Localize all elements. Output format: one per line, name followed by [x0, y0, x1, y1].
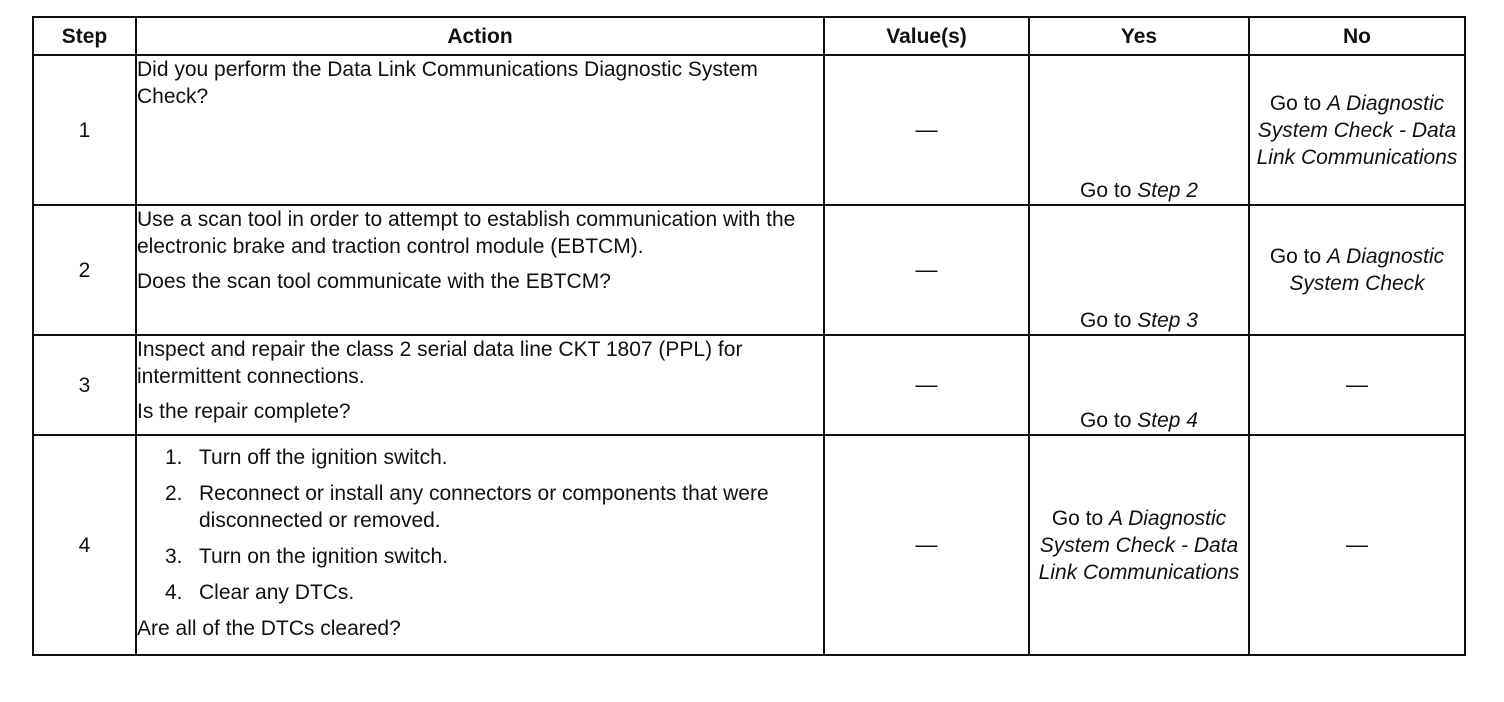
action-cell — [136, 435, 824, 655]
yes-prefix: Go to — [1080, 179, 1138, 202]
action-cell — [136, 55, 824, 205]
list-item — [165, 579, 823, 606]
yes-prefix: Go to — [1080, 409, 1138, 432]
value-cell — [824, 205, 1029, 335]
value-dash: — — [915, 532, 938, 557]
yes-cell — [1029, 335, 1249, 435]
action-question: Are all of the DTCs cleared? — [137, 617, 401, 640]
yes-cell — [1029, 55, 1249, 205]
yes-cell — [1029, 435, 1249, 655]
table-header-row — [33, 17, 1465, 55]
no-dash: — — [1346, 372, 1368, 397]
step-number: 2 — [33, 205, 136, 335]
action-text: Use a scan tool in order to attempt to establish communication with the electronic brake and traction control module (EBTCM). — [137, 208, 796, 258]
yes-cell — [1029, 205, 1249, 335]
header-step: Step — [33, 17, 136, 55]
list-item-text: Turn off the ignition switch. — [199, 446, 448, 469]
list-item — [165, 543, 823, 570]
step-number: 1 — [33, 55, 136, 205]
step-number: 3 — [33, 335, 136, 435]
value-dash: — — [915, 257, 938, 282]
value-dash: — — [915, 372, 938, 397]
action-text: Did you perform the Data Link Communications Diagnostic System Check? — [137, 58, 758, 108]
no-link-diagnostic-check[interactable]: A Diagnostic System Check — [1289, 245, 1445, 295]
list-item-text: Turn on the ignition switch. — [199, 545, 449, 568]
yes-link-step-4[interactable]: Step 4 — [1137, 409, 1198, 432]
yes-link-step-2[interactable]: Step 2 — [1137, 179, 1198, 202]
yes-link-diagnostic-check-data-link[interactable]: A Diagnostic System Check - Data Link Communications — [1038, 506, 1240, 584]
value-cell — [824, 335, 1029, 435]
action-question: Does the scan tool communicate with the EBTCM? — [137, 270, 611, 293]
list-item-number: 1. — [165, 446, 183, 469]
action-cell — [136, 205, 824, 335]
table-row-step-2 — [33, 205, 1465, 335]
diagnostic-table — [32, 16, 1466, 656]
no-prefix: Go to — [1269, 245, 1328, 268]
header-values: Value(s) — [824, 17, 1029, 55]
action-question: Is the repair complete? — [137, 400, 351, 423]
list-item-text: Reconnect or install any connectors or components that were disconnected or removed. — [199, 482, 769, 532]
table-row-step-3 — [33, 335, 1465, 435]
header-action: Action — [136, 17, 824, 55]
table-row-step-4 — [33, 435, 1465, 655]
list-item-number: 2. — [165, 482, 183, 505]
action-steps-list — [137, 444, 823, 606]
action-text: Inspect and repair the class 2 serial data line CKT 1807 (PPL) for intermittent connections. — [137, 338, 743, 388]
list-item — [165, 444, 823, 471]
list-item-number: 3. — [165, 545, 183, 568]
value-cell — [824, 435, 1029, 655]
value-cell — [824, 55, 1029, 205]
header-yes: Yes — [1029, 17, 1249, 55]
yes-prefix: Go to — [1080, 309, 1138, 332]
yes-prefix: Go to — [1051, 506, 1110, 530]
action-cell — [136, 335, 824, 435]
no-dash: — — [1346, 532, 1368, 557]
header-no: No — [1249, 17, 1465, 55]
list-item-number: 4. — [165, 581, 183, 604]
no-prefix: Go to — [1269, 91, 1328, 115]
no-link-diagnostic-check-data-link[interactable]: A Diagnostic System Check - Data Link Communications — [1256, 91, 1458, 169]
no-cell — [1249, 55, 1465, 205]
yes-link-step-3[interactable]: Step 3 — [1137, 309, 1198, 332]
no-cell — [1249, 205, 1465, 335]
value-dash: — — [915, 117, 938, 142]
no-cell — [1249, 435, 1465, 655]
step-number: 4 — [33, 435, 136, 655]
list-item-text: Clear any DTCs. — [199, 581, 355, 604]
no-cell — [1249, 335, 1465, 435]
table-row-step-1 — [33, 55, 1465, 205]
list-item — [165, 480, 823, 534]
